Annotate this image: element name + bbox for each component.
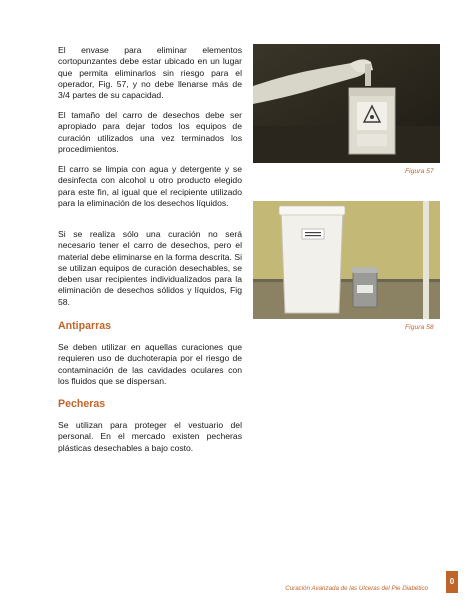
figure-57-photo [253,44,440,163]
heading-pecheras: Pecheras [58,398,106,410]
paragraph-pecheras: Se utilizan para proteger el vestuario del personal. En el mercado existen pecheras plásticas desechables a bajo costo. [58,420,242,453]
sharps-container-illustration [253,44,440,163]
paragraph-waste-cart-size: El tamaño del carro de desechos debe ser apropiado para dejar todos los equipos de curación utilizados una vez terminados los procedimientos. [58,110,242,154]
figure-58-photo [253,201,440,319]
paragraph-antiparras: Se deben utilizar en aquellas curaciones que requieren uso de duchoterapia por el riesgo de contaminación de las cavidades oculares con los fluidos que se dispersan. [58,342,242,386]
page-number-tab: 0 [446,571,458,593]
heading-antiparras: Antiparras [58,320,111,332]
paragraph-sharps-container: El envase para eliminar elementos cortopunzantes debe estar ubicado en un lugar que permita eliminarlos sin riesgo para el operador, Fig. 57, y no debe llenarse más de 3/4 partes de su capacidad. [58,45,242,101]
footer-book-title: Curación Avanzada de las Ulceras del Pie Diabético [285,585,428,592]
figure-57-caption: Figura 57 [405,168,434,175]
paragraph-single-cure: Si se realiza sólo una curación no será necesario tener el carro de desechos, pero el material debe eliminarse en la forma descrita. Si se utilizan equipos de curación desechables, se deben usar recipientes individualizados para la eliminación de desechos sólidos y líquidos, Fig 58. [58,229,242,307]
paragraph-cart-cleaning: El carro se limpia con agua y detergente y se desinfecta con alcohol u otro producto elegido para este fin, al igual que el recipiente utilizado para la eliminación de los desechos líquidos. [58,164,242,208]
waste-bins-illustration [253,201,440,319]
figure-58-caption: Figura 58 [405,324,434,331]
